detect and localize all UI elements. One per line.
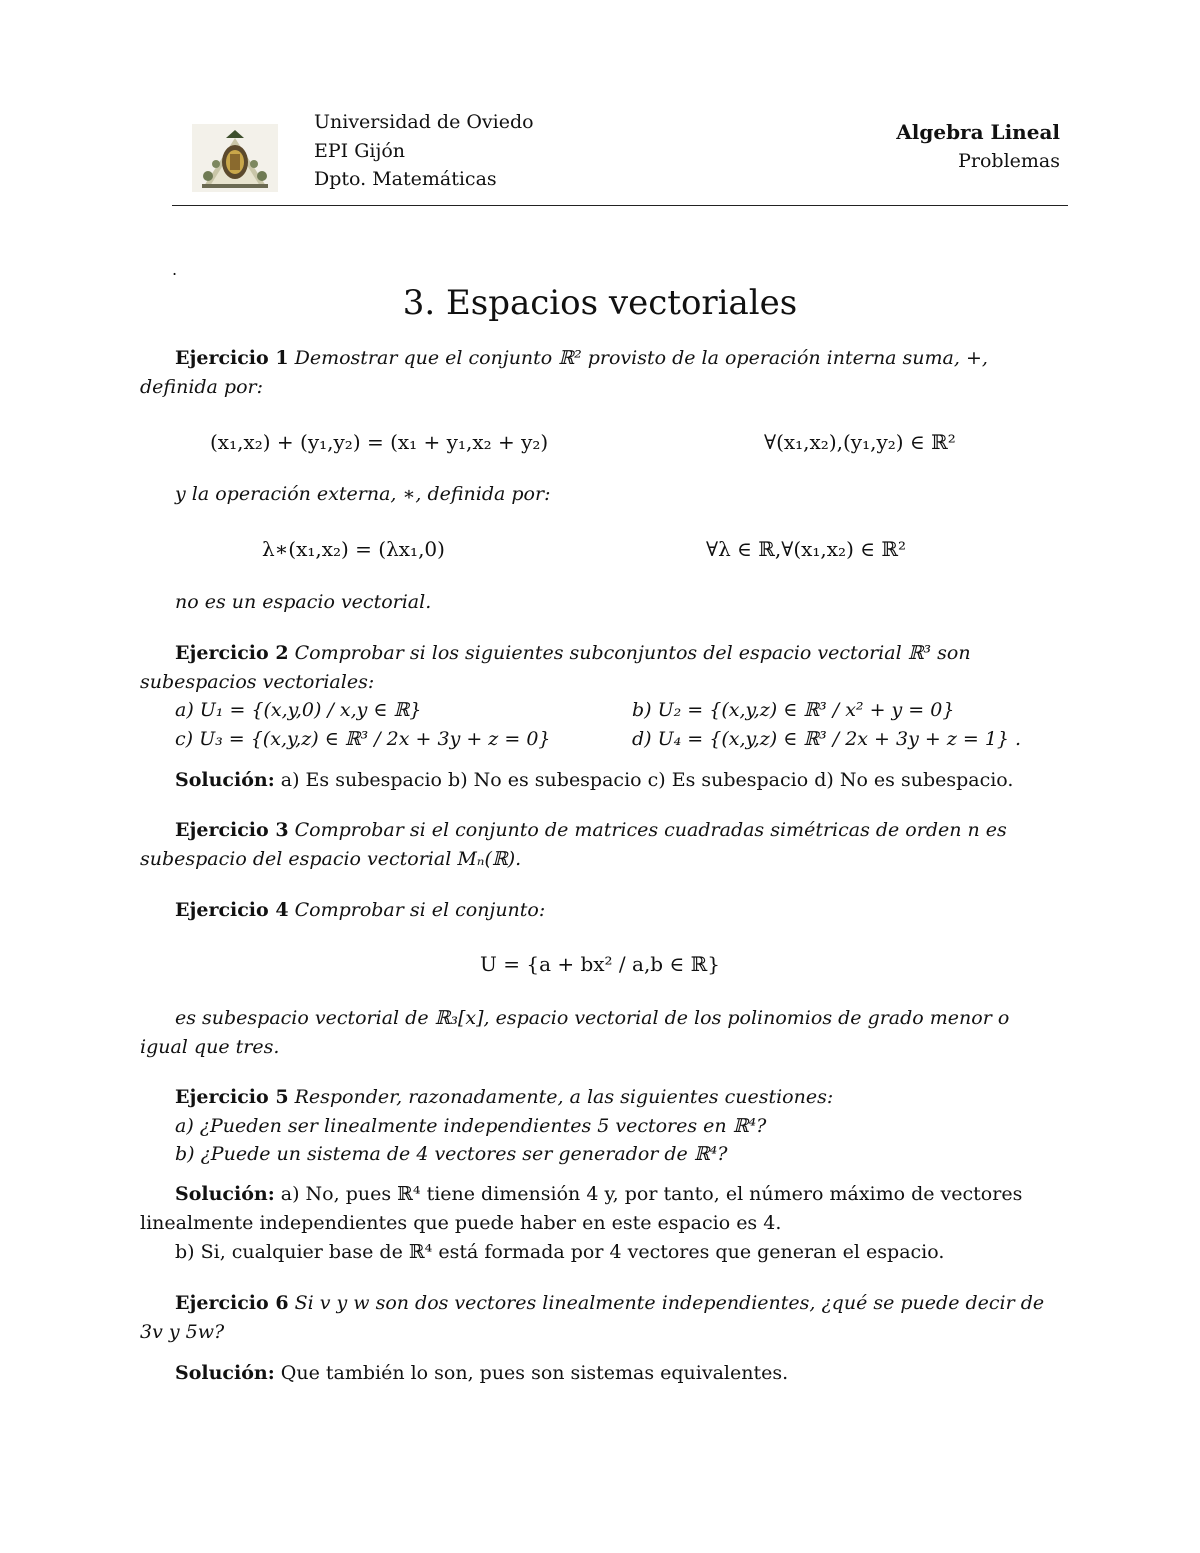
exercise-label: Ejercicio 6: [175, 1292, 289, 1314]
exercise-3: [140, 816, 1058, 873]
question-a: a) ¿Pueden ser linealmente independientes 5 vectores en ℝ⁴?: [175, 1115, 767, 1137]
school-name: EPI Gijón: [314, 139, 406, 162]
exercise-statement: Comprobar si el conjunto:: [294, 899, 546, 921]
equation-scalar: λ∗(x₁,x₂) = (λx₁,0): [262, 537, 445, 561]
solution-5a: [140, 1180, 1058, 1237]
course-block: [896, 118, 1060, 175]
solution-text: a) No, pues ℝ⁴ tiene dimensión 4 y, por tanto, el número máximo de vectores linealmente independientes que puede haber en este espacio es 4.: [140, 1183, 1023, 1234]
exercise-text: y la operación externa, ∗, definida por:: [175, 483, 551, 505]
exercise-text: no es un espacio vectorial.: [175, 591, 432, 613]
subset-b: b) U₂ = {(x,y,z) ∈ ℝ³ / x² + y = 0}: [632, 699, 955, 721]
exercise-label: Ejercicio 2: [175, 642, 289, 664]
exercise-statement: Responder, razonadamente, a las siguientes cuestiones:: [294, 1086, 834, 1108]
equation-sum: (x₁,x₂) + (y₁,y₂) = (x₁ + y₁,x₂ + y₂): [210, 430, 549, 454]
equation-sum-quantifier: ∀(x₁,x₂),(y₁,y₂) ∈ ℝ²: [764, 430, 956, 454]
exercise-label: Ejercicio 5: [175, 1086, 289, 1108]
course-name: Algebra Lineal: [896, 120, 1060, 144]
subset-d: d) U₄ = {(x,y,z) ∈ ℝ³ / 2x + 3y + z = 1} .: [632, 728, 1022, 750]
university-logo: [192, 124, 278, 192]
subset-a: a) U₁ = {(x,y,0) / x,y ∈ ℝ}: [175, 699, 422, 721]
exercise-statement: Comprobar si el conjunto de matrices cuadradas simétricas de orden n es subespacio del espacio vectorial Mₙ(ℝ).: [140, 819, 1007, 870]
solution-6: [175, 1359, 788, 1388]
page-title: 3. Espacios vectoriales: [402, 283, 798, 323]
solution-5b: b) Si, cualquier base de ℝ⁴ está formada por 4 vectores que generan el espacio.: [175, 1241, 945, 1263]
exercise-2: [140, 639, 1058, 696]
solution-text: a) Es subespacio b) No es subespacio c) Es subespacio d) No es subespacio.: [280, 769, 1014, 791]
exercise-text: es subespacio vectorial de ℝ₃[x], espacio vectorial de los polinomios de grado menor o igual que tres.: [140, 1007, 1010, 1058]
university-name: Universidad de Oviedo: [314, 111, 534, 133]
exercise-5: [140, 1083, 1058, 1112]
department-name: Dpto. Matemáticas: [314, 168, 497, 190]
solution-label: Solución:: [175, 769, 275, 791]
exercise-label: Ejercicio 4: [175, 899, 289, 921]
solution-label: Solución:: [175, 1183, 275, 1205]
solution-label: Solución:: [175, 1362, 275, 1384]
solution-text: Que también lo son, pues son sistemas equivalentes.: [280, 1362, 789, 1384]
stray-dot: .: [172, 260, 178, 279]
exercise-statement: Si v y w son dos vectores linealmente independientes, ¿qué se puede decir de 3v y 5w?: [140, 1292, 1045, 1343]
exercise-4: [140, 896, 1058, 925]
document-type: Problemas: [958, 149, 1060, 172]
subset-c: c) U₃ = {(x,y,z) ∈ ℝ³ / 2x + 3y + z = 0}: [175, 728, 551, 750]
exercise-1: [140, 344, 1058, 401]
institution-block: [314, 108, 534, 194]
solution-2: [175, 766, 1013, 795]
header-rule: [172, 205, 1068, 206]
question-b: b) ¿Puede un sistema de 4 vectores ser generador de ℝ⁴?: [175, 1143, 728, 1165]
exercise-label: Ejercicio 3: [175, 819, 289, 841]
equation-scalar-quantifier: ∀λ ∈ ℝ,∀(x₁,x₂) ∈ ℝ²: [706, 537, 907, 561]
equation-set-u: U = {a + bx² / a,b ∈ ℝ}: [480, 952, 720, 976]
exercise-statement: Demostrar que el conjunto ℝ² provisto de la operación interna suma, +, definida por:: [140, 347, 988, 398]
exercise-6: [140, 1289, 1058, 1346]
exercise-statement: Comprobar si los siguientes subconjuntos del espacio vectorial ℝ³ son subespacios vectoriales:: [140, 642, 971, 693]
exercise-label: Ejercicio 1: [175, 347, 289, 369]
